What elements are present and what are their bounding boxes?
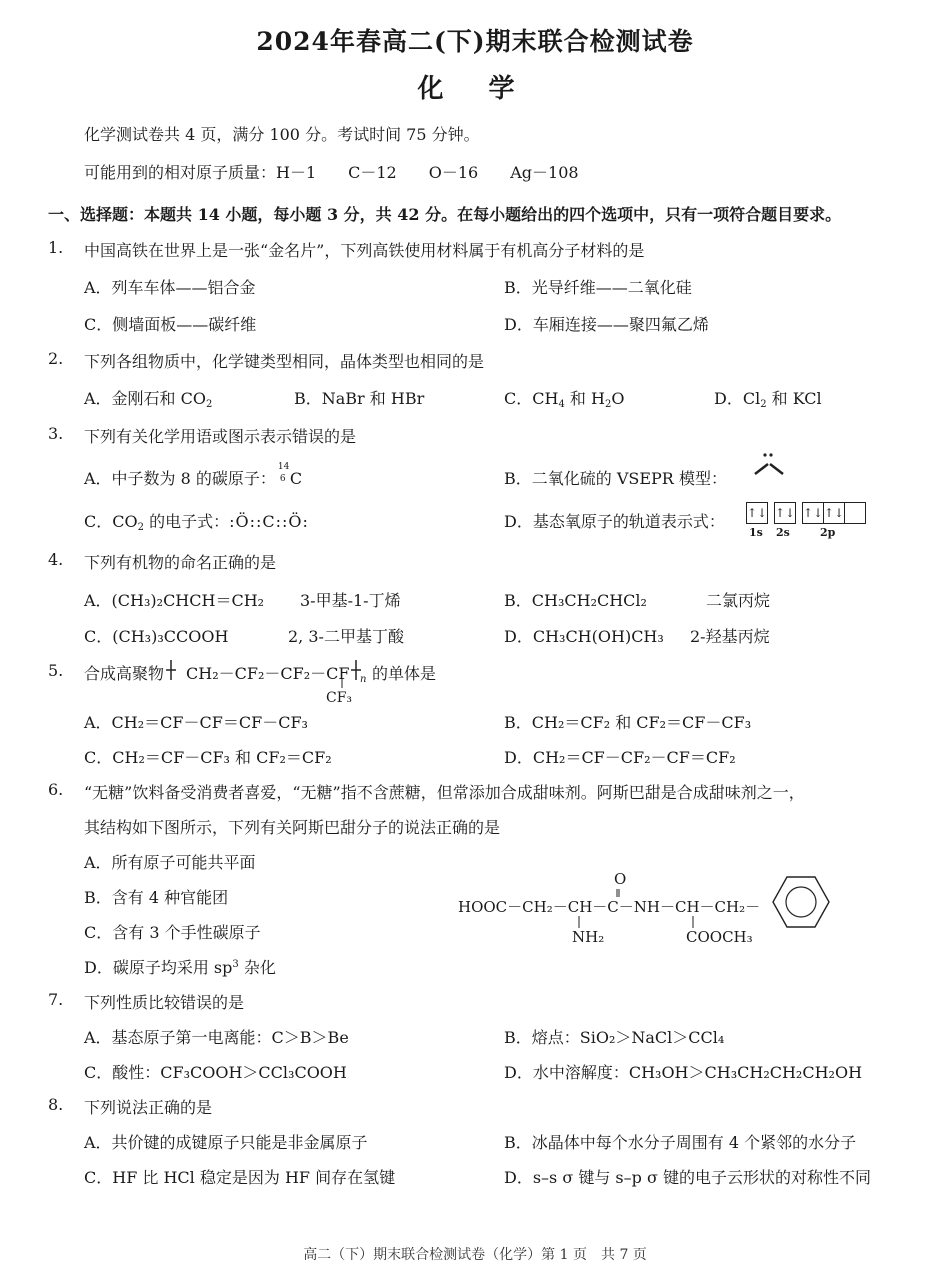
q7-option-a: A．基态原子第一电离能：C＞B＞Be — [84, 1028, 349, 1047]
q6-stem-line1: “无糖”饮料备受消费者喜爱，“无糖”指不含蔗糖，但常添加合成甜味剂。阿斯巴甜是合成甜味剂之一， — [84, 783, 805, 802]
q1-number: 1. — [48, 238, 64, 257]
q6-stem-line2: 其结构如下图所示，下列有关阿斯巴甜分子的说法正确的是 — [84, 818, 501, 837]
q3-option-a: A．中子数为 8 的碳原子： 14 6 C — [84, 462, 303, 488]
q8-option-c: C．HF 比 HCl 稳定是因为 HF 间存在氢键 — [84, 1168, 396, 1187]
subject-title: 化 学 — [417, 74, 533, 104]
q1-option-a: A．列车车体——铝合金 — [84, 278, 256, 297]
exam-title: 2024年春高二(下)期末联合检测试卷 — [256, 27, 694, 56]
q4-option-d-name: 2-羟基丙烷 — [690, 627, 770, 646]
q6-option-c: C．含有 3 个手性碳原子 — [84, 923, 261, 942]
q7-option-c: C．酸性：CF₃COOH＞CCl₃COOH — [84, 1063, 347, 1082]
q6-option-a: A．所有原子可能共平面 — [84, 853, 256, 872]
q4-option-a-formula: A．(CH₃)₂CHCH＝CH₂ — [84, 591, 265, 610]
q5-option-c: C．CH₂＝CF－CF₃ 和 CF₂＝CF₂ — [84, 748, 332, 767]
polymer-branch: CF₃ — [326, 690, 353, 706]
q6-number: 6. — [48, 780, 64, 799]
q2-number: 2. — [48, 349, 64, 368]
q5-option-a: A．CH₂＝CF－CF＝CF－CF₃ — [84, 713, 308, 732]
q1-stem: 中国高铁在世界上是一张“金名片”，下列高铁使用材料属于有机高分子材料的是 — [84, 241, 645, 260]
q4-stem: 下列有机物的命名正确的是 — [84, 553, 277, 572]
benzene-ring-icon — [772, 874, 832, 930]
orbital-diagram — [746, 502, 866, 524]
orbital-box-2p-2: ↑↓ — [824, 502, 845, 524]
co2-electron-formula: :Ö::C::Ö: — [229, 512, 309, 531]
atomic-number: 6 — [279, 474, 286, 484]
q6-option-d: D．碳原子均采用 $sp^3$ 杂化 — [84, 958, 276, 977]
exam-intro: 化学测试卷共 4 页，满分 100 分。考试时间 75 分钟。 — [84, 125, 480, 144]
q8-number: 8. — [48, 1095, 64, 1114]
section-heading: 一、选择题：本题共 14 小题，每小题 3 分，共 42 分。在每小题给出的四个选项中，只有一项符合题目要求。 — [48, 205, 842, 224]
q4-option-b-formula: B．CH₃CH₂CHCl₂ — [504, 591, 647, 610]
q4-option-c-name: 2, 3-二甲基丁酸 — [288, 627, 404, 646]
q7-option-b: B．熔点：SiO₂＞NaCl＞CCl₄ — [504, 1028, 725, 1047]
q8-option-a: A．共价键的成键原子只能是非金属原子 — [84, 1133, 368, 1152]
q5-stem-post: 的单体是 — [372, 664, 437, 683]
orbital-box-1s: ↑↓ — [746, 502, 768, 524]
q3-number: 3. — [48, 424, 64, 443]
q7-option-d: D．水中溶解度：CH₃OH＞CH₃CH₂CH₂CH₂OH — [504, 1063, 863, 1082]
q8-option-b: B．冰晶体中每个水分子周围有 4 个紧邻的水分子 — [504, 1133, 857, 1152]
orbital-box-2p-3 — [845, 502, 866, 524]
q5-stem-pre: 合成高聚物 — [84, 664, 165, 683]
mass-number: 14 — [277, 462, 290, 472]
q4-option-a-name: 3-甲基-1-丁烯 — [300, 591, 401, 610]
q7-number: 7. — [48, 990, 64, 1009]
q3-option-c: C．$CO_2$ 的电子式：:Ö::C::Ö: — [84, 512, 309, 533]
aspartame-nh2: NH₂ — [572, 928, 605, 946]
orbital-label-2s: 2s — [776, 526, 790, 539]
aspartame-carbonyl-o: O — [614, 870, 627, 888]
orbital-box-2p-1: ↑↓ — [802, 502, 824, 524]
q4-option-d-formula: D．CH₃CH(OH)CH₃ — [504, 627, 664, 646]
q8-stem: 下列说法正确的是 — [84, 1098, 213, 1117]
q5-number: 5. — [48, 661, 64, 680]
q2-stem: 下列各组物质中，化学键类型相同，晶体类型也相同的是 — [84, 352, 485, 371]
orbital-box-2s: ↑↓ — [774, 502, 796, 524]
q4-option-b-name: 二氯丙烷 — [706, 591, 771, 610]
orbital-label-2p: 2p — [820, 526, 836, 539]
page-footer: 高二（下）期末联合检测试卷（化学）第 1 页 共 7 页 — [303, 1247, 647, 1263]
q2-option-d: D．$Cl_2$ 和 KCl — [714, 389, 822, 410]
q1-option-c: C．侧墙面板——碳纤维 — [84, 315, 257, 334]
polymer-n: n — [360, 674, 367, 685]
q2-option-a: A．金刚石和 $CO_2$ — [84, 389, 213, 410]
q3-option-d: D．基态氧原子的轨道表示式： — [504, 512, 725, 531]
q4-option-c-formula: C．(CH₃)₃CCOOH — [84, 627, 229, 646]
q3-stem: 下列有关化学用语或图示表示错误的是 — [84, 427, 357, 446]
q5-option-b: B．CH₂＝CF₂ 和 CF₂＝CF－CF₃ — [504, 713, 752, 732]
q8-option-d: D．s–s σ 键与 s–p σ 键的电子云形状的对称性不同 — [504, 1168, 871, 1187]
q4-number: 4. — [48, 550, 64, 569]
atomic-mass-info: 可能用到的相对原子质量：H－1 C－12 O－16 Ag－108 — [84, 163, 579, 182]
q5-option-d: D．CH₂＝CF－CF₂－CF＝CF₂ — [504, 748, 736, 767]
polymer-chain: CH₂－CF₂－CF₂－CF — [186, 664, 350, 683]
q1-option-d: D．车厢连接——聚四氟乙烯 — [504, 315, 709, 334]
q2-option-b: B．NaBr 和 HBr — [294, 389, 425, 408]
q7-stem: 下列性质比较错误的是 — [84, 993, 245, 1012]
aspartame-main-chain: HOOC－CH₂－CH－C－NH－CH－CH₂－ — [458, 898, 761, 916]
q3-option-b: B．二氧化硫的 VSEPR 模型： — [504, 469, 727, 488]
q2-option-c: C．$CH_4$ 和 $H_2O$ — [504, 389, 625, 410]
vsepr-model-icon — [748, 450, 790, 484]
q6-option-b: B．含有 4 种官能团 — [84, 888, 229, 907]
q1-option-b: B．光导纤维——二氧化硅 — [504, 278, 692, 297]
aspartame-cooch3: COOCH₃ — [686, 928, 753, 946]
orbital-label-1s: 1s — [749, 526, 763, 539]
